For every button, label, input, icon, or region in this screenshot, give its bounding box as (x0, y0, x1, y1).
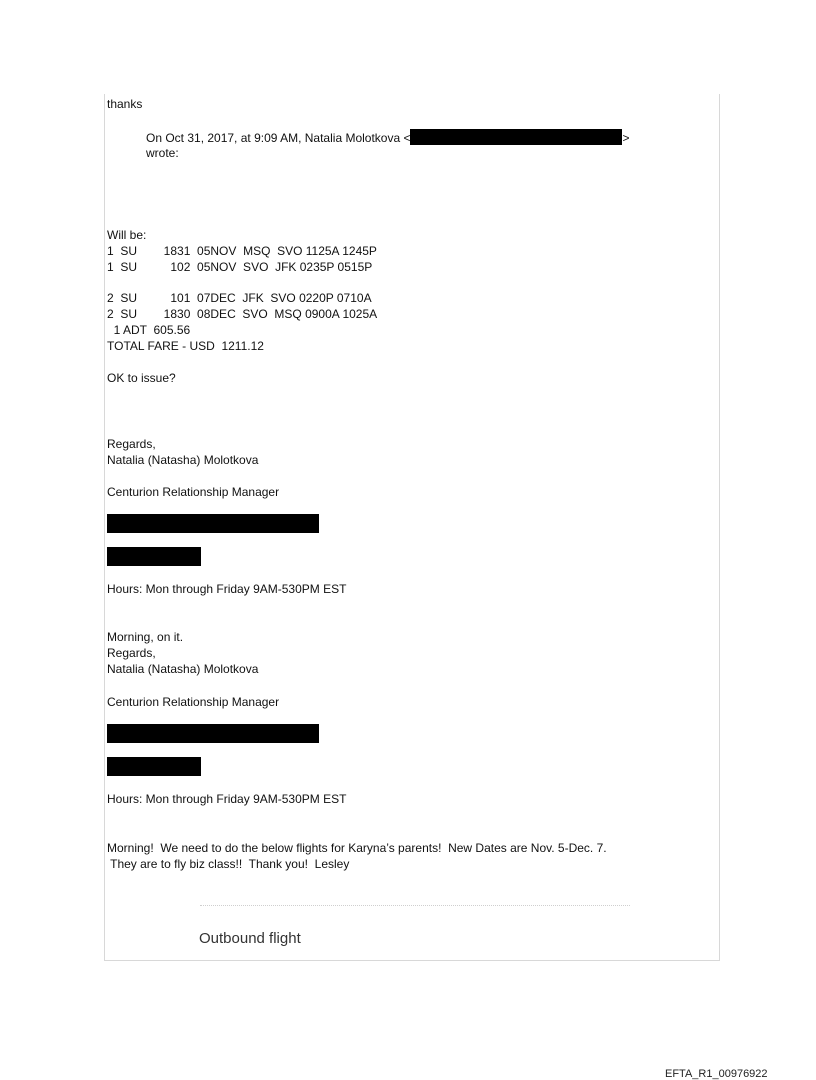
quote-header-close-bracket: > (622, 131, 630, 145)
itinerary-line: 1 SU 102 05NOV SVO JFK 0235P 0515P (107, 260, 373, 274)
lesley-message-line1: Morning! We need to do the below flights for Karyna’s parents! New Dates are Nov. 5-Dec. 7. (107, 841, 607, 855)
redacted-contact-line (107, 547, 201, 566)
signature-hours: Hours: Mon through Friday 9AM-530PM EST (107, 582, 347, 596)
quote-header-line1 (146, 129, 630, 146)
signature-name: Natalia (Natasha) Molotkova (107, 453, 259, 467)
total-fare-line: TOTAL FARE - USD 1211.12 (107, 339, 264, 353)
thanks-text: thanks (107, 97, 143, 111)
redacted-contact-line (107, 757, 201, 776)
redacted-contact-line (107, 724, 319, 743)
dotted-separator (200, 905, 630, 906)
signature-name: Natalia (Natasha) Molotkova (107, 662, 259, 676)
outbound-flight-heading: Outbound flight (199, 930, 301, 947)
morning-on-it-text: Morning, on it. (107, 630, 184, 644)
redacted-email-address (410, 129, 622, 145)
ok-to-issue-text: OK to issue? (107, 371, 176, 385)
quote-header-text: On Oct 31, 2017, at 9:09 AM, Natalia Molotkova < (146, 131, 411, 145)
fare-line: 1 ADT 605.56 (107, 323, 191, 337)
signature-regards: Regards, (107, 646, 156, 660)
will-be-text: Will be: (107, 228, 147, 242)
itinerary-line: 2 SU 101 07DEC JFK SVO 0220P 0710A (107, 291, 372, 305)
signature-title: Centurion Relationship Manager (107, 485, 280, 499)
redacted-contact-line (107, 514, 319, 533)
itinerary-line: 2 SU 1830 08DEC SVO MSQ 0900A 1025A (107, 307, 378, 321)
itinerary-line: 1 SU 1831 05NOV MSQ SVO 1125A 1245P (107, 244, 377, 258)
signature-regards: Regards, (107, 437, 156, 451)
document-id: EFTA_R1_00976922 (665, 1068, 768, 1080)
quote-header-line2: wrote: (146, 146, 179, 160)
lesley-message-line2: They are to fly biz class!! Thank you! Lesley (107, 857, 350, 871)
signature-hours: Hours: Mon through Friday 9AM-530PM EST (107, 792, 347, 806)
signature-title: Centurion Relationship Manager (107, 695, 280, 709)
